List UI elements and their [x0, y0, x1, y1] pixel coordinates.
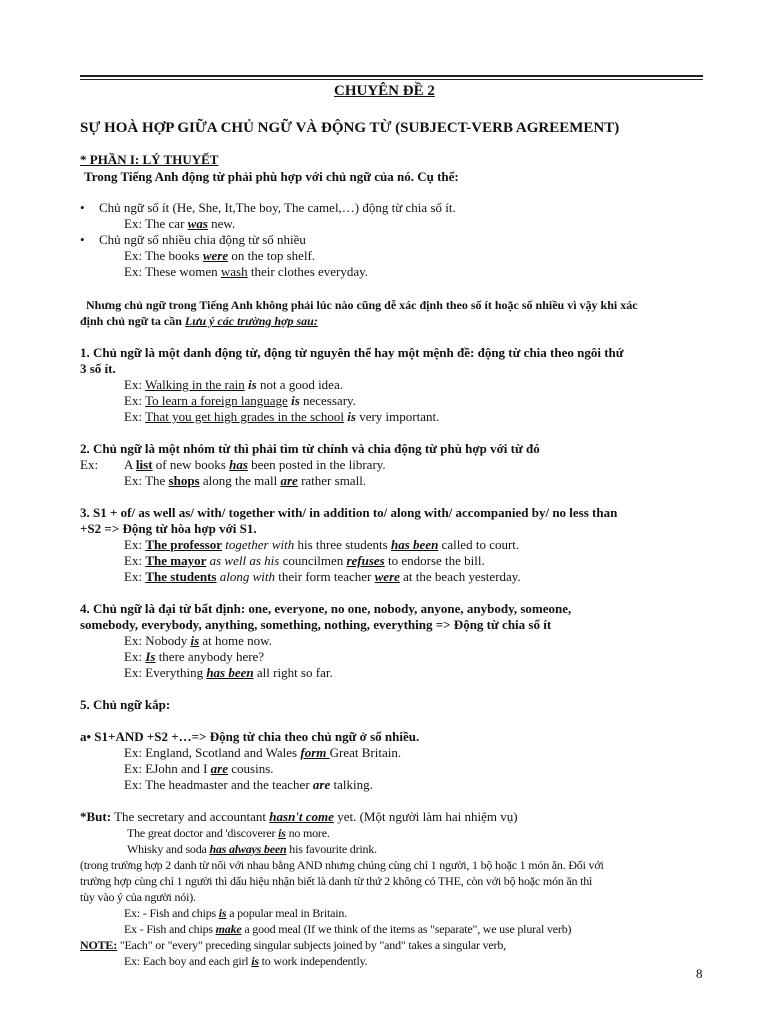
example-line: [124, 457, 386, 473]
ex-text: at home now.: [199, 633, 272, 648]
section-5a-heading: a• S1+AND +S2 +…=> Động từ chia theo chủ ngữ ở số nhiều.: [80, 729, 420, 744]
example-line: [127, 841, 377, 857]
example-line: [124, 264, 368, 280]
bullet-2-text: Chủ ngữ số nhiều chia động từ số nhiều: [99, 232, 306, 247]
ex-text: at the beach yesterday.: [399, 569, 521, 584]
example-line: [124, 377, 343, 393]
section-4-heading: 4. Chủ ngữ là đại từ bất định: one, everyone, no one, nobody, anyone, anybody, someone,: [80, 601, 572, 616]
ex-connector: along with: [216, 569, 275, 584]
bullet-2: [80, 232, 85, 248]
section-4-heading-cont: somebody, everybody, anything, something, nothing, everything => Động từ chia số ít: [80, 617, 552, 632]
example-line: [124, 569, 521, 585]
ex-verb: were: [202, 248, 229, 263]
ex-text: Ex: The car: [124, 216, 188, 231]
top-rule: [80, 75, 703, 77]
example-line: [124, 649, 264, 665]
part-heading: * PHẦN I: LÝ THUYẾT: [80, 152, 219, 167]
example-line: [124, 905, 347, 921]
ex-subject: list: [135, 457, 153, 472]
bullet-1: [80, 200, 85, 216]
ex-text: Ex:: [124, 569, 146, 584]
intro-line: Trong Tiếng Anh động từ phải phù hợp với chủ ngữ của nó. Cụ thể:: [84, 169, 459, 184]
but-line: [80, 809, 518, 825]
ex-text: to endorse the bill.: [384, 553, 485, 568]
ex-text: Ex:: [124, 649, 146, 664]
ex-text: Great Britain.: [329, 745, 402, 760]
ex-verb: was: [187, 216, 208, 231]
ex-verb: is: [218, 906, 227, 920]
ex-text: a good meal (If we think of the items as "separate", we use plural verb): [241, 922, 572, 936]
ex-subject: That you get high grades in the school: [145, 409, 345, 424]
ex-text: of new books: [152, 457, 230, 472]
ex-text: Ex: Each boy and each girl: [124, 954, 252, 968]
ex-text: Ex: Nobody: [124, 633, 191, 648]
bullet-glyph: •: [80, 200, 85, 215]
chapter-title: CHUYÊN ĐỀ 2: [334, 83, 435, 99]
ex-text: their clothes everyday.: [247, 264, 369, 279]
example-line: [124, 953, 367, 969]
ex-text: Ex: EJohn and I: [124, 761, 211, 776]
note-label: NOTE:: [80, 938, 118, 952]
ex-verb: has been: [206, 665, 254, 680]
ex-verb: are: [210, 761, 228, 776]
note-line-2: [80, 313, 318, 329]
section-2-heading: 2. Chủ ngữ là một nhóm từ thì phải tìm từ chính và chia động từ phù hợp với từ đó: [80, 441, 540, 456]
ex-verb: form: [300, 745, 330, 760]
ex-text: necessary.: [299, 393, 356, 408]
ex-text: A: [124, 457, 136, 472]
ex-subject: To learn a foreign language: [145, 393, 288, 408]
ex-verb: has been: [390, 537, 439, 552]
ex-text: on the top shelf.: [228, 248, 316, 263]
ex-text: very important.: [355, 409, 440, 424]
bullet-1-text: Chủ ngữ số ít (He, She, It,The boy, The camel,…) động từ chia số ít.: [99, 200, 456, 215]
ex-verb: is: [248, 377, 257, 392]
ex-text: to work independently.: [258, 954, 368, 968]
note-line: [80, 937, 506, 953]
ex-text: new.: [207, 216, 236, 231]
ex-text: called to court.: [438, 537, 520, 552]
section-3-heading-cont: +S2 => Động từ hòa hợp với S1.: [80, 521, 257, 536]
ex-verb: refuses: [346, 553, 385, 568]
example-line: [124, 409, 439, 425]
ex-text: Ex: Everything: [124, 665, 207, 680]
chapter-subtitle: SỰ HOÀ HỢP GIỮA CHỦ NGỮ VÀ ĐỘNG TỪ (SUBJECT-VERB AGREEMENT): [80, 120, 620, 136]
ex-verb: Is: [145, 649, 156, 664]
example-line: [124, 665, 333, 681]
ex-text: Whisky and soda: [127, 842, 210, 856]
ex-verb: are: [280, 473, 298, 488]
paragraph-line-2: trường hợp cùng chỉ 1 người thì dấu hiệu nhận biết là danh từ thứ 2 không có THE, còn với bộ hoặc món ăn thì: [80, 874, 593, 888]
ex-text: his three students: [294, 537, 391, 552]
ex-text: Ex: The: [124, 473, 169, 488]
section-1-heading-cont: 3 số ít.: [80, 361, 116, 376]
ex-text: their form teacher: [275, 569, 375, 584]
ex-text: Ex: England, Scotland and Wales: [124, 745, 301, 760]
ex-text: a popular meal in Britain.: [226, 906, 347, 920]
ex-verb: is: [347, 409, 356, 424]
example-line: [124, 761, 274, 777]
ex-text: there anybody here?: [155, 649, 265, 664]
note-emphasis: Lưu ý các trường hợp sau:: [184, 314, 318, 328]
ex-verb: is: [278, 826, 286, 840]
example-line: [124, 745, 401, 761]
example-line: [124, 537, 519, 553]
ex-text: Ex - Fish and chips: [124, 922, 216, 936]
ex-text: cousins.: [228, 761, 274, 776]
ex-subject: Walking in the rain: [145, 377, 245, 392]
ex-verb: were: [374, 569, 400, 584]
ex-verb: wash: [220, 264, 248, 279]
ex-verb: are: [312, 777, 331, 792]
section-3-heading: 3. S1 + of/ as well as/ with/ together with/ in addition to/ along with/ accompanied by/ no less than: [80, 505, 618, 520]
ex-text: Ex:: [124, 393, 146, 408]
ex-text: talking.: [330, 777, 373, 792]
top-rule-thin: [80, 79, 703, 80]
section-1-heading: 1. Chủ ngữ là một danh động từ, động từ nguyên thể hay một mệnh đề: động từ chia theo ngôi thứ: [80, 345, 624, 360]
ex-subject: The professor: [145, 537, 222, 552]
ex-text: no more.: [285, 826, 330, 840]
section-5-heading: 5. Chủ ngữ kắp:: [80, 697, 171, 712]
ex-text: Ex: The books: [124, 248, 203, 263]
ex-subject: shops: [168, 473, 200, 488]
ex-verb: is: [190, 633, 200, 648]
example-line: [124, 473, 366, 489]
note-text: "Each" or "every" preceding singular subjects joined by "and" takes a singular verb,: [117, 938, 506, 952]
ex-text: his favourite drink.: [286, 842, 377, 856]
ex-connector: together with: [222, 537, 295, 552]
example-line: [127, 825, 330, 841]
example-label: Ex:: [80, 457, 99, 472]
ex-text: yet. (Một người làm hai nhiệm vụ): [333, 809, 518, 824]
paragraph-line-1: (trong trường hợp 2 danh từ nối với nhau bằng AND nhưng chúng cùng chỉ 1 người, 1 bộ hoặc 1 món ăn. Đối với: [80, 858, 604, 872]
ex-text: Ex:: [124, 553, 146, 568]
ex-subject: The students: [145, 569, 217, 584]
example-line: [124, 921, 571, 937]
ex-verb: has always been: [209, 842, 287, 856]
ex-subject: The mayor: [145, 553, 207, 568]
ex-verb: hasn't come: [269, 809, 334, 824]
ex-connector: as well as his: [206, 553, 280, 568]
bullet-glyph: •: [80, 232, 85, 247]
ex-text: Ex: The headmaster and the teacher: [124, 777, 313, 792]
example-line: [124, 633, 272, 649]
example-line: [124, 553, 485, 569]
note-text: định chủ ngữ ta cần: [80, 314, 185, 328]
ex-verb: make: [215, 922, 242, 936]
note-line-1: Nhưng chủ ngữ trong Tiếng Anh không phải lúc nào cũng dễ xác định theo số ít hoặc số nhiều vì vậy khi xác: [86, 298, 638, 312]
ex-text: The great doctor and 'discoverer: [127, 826, 279, 840]
ex-text: along the mall: [199, 473, 281, 488]
ex-text: Ex:: [124, 409, 146, 424]
ex-text: Ex: - Fish and chips: [124, 906, 219, 920]
ex-text: not a good idea.: [256, 377, 343, 392]
ex-text: councilmen: [279, 553, 347, 568]
ex-verb: is: [251, 954, 259, 968]
ex-verb: is: [291, 393, 300, 408]
ex-verb: has: [229, 457, 248, 472]
example-line: [124, 216, 235, 232]
example-line: [124, 777, 373, 793]
ex-text: Ex: These women: [124, 264, 221, 279]
ex-text: Ex:: [124, 537, 146, 552]
ex-text: been posted in the library.: [247, 457, 386, 472]
example-line: [124, 393, 356, 409]
page-number: 8: [696, 966, 703, 981]
but-label: *But:: [80, 809, 112, 824]
ex-text: all right so far.: [253, 665, 333, 680]
ex-text: The secretary and accountant: [111, 809, 270, 824]
example-line: [124, 248, 315, 264]
ex-text: rather small.: [297, 473, 367, 488]
ex-text: Ex:: [124, 377, 146, 392]
paragraph-line-3: tùy vào ý của người nói).: [80, 890, 196, 904]
